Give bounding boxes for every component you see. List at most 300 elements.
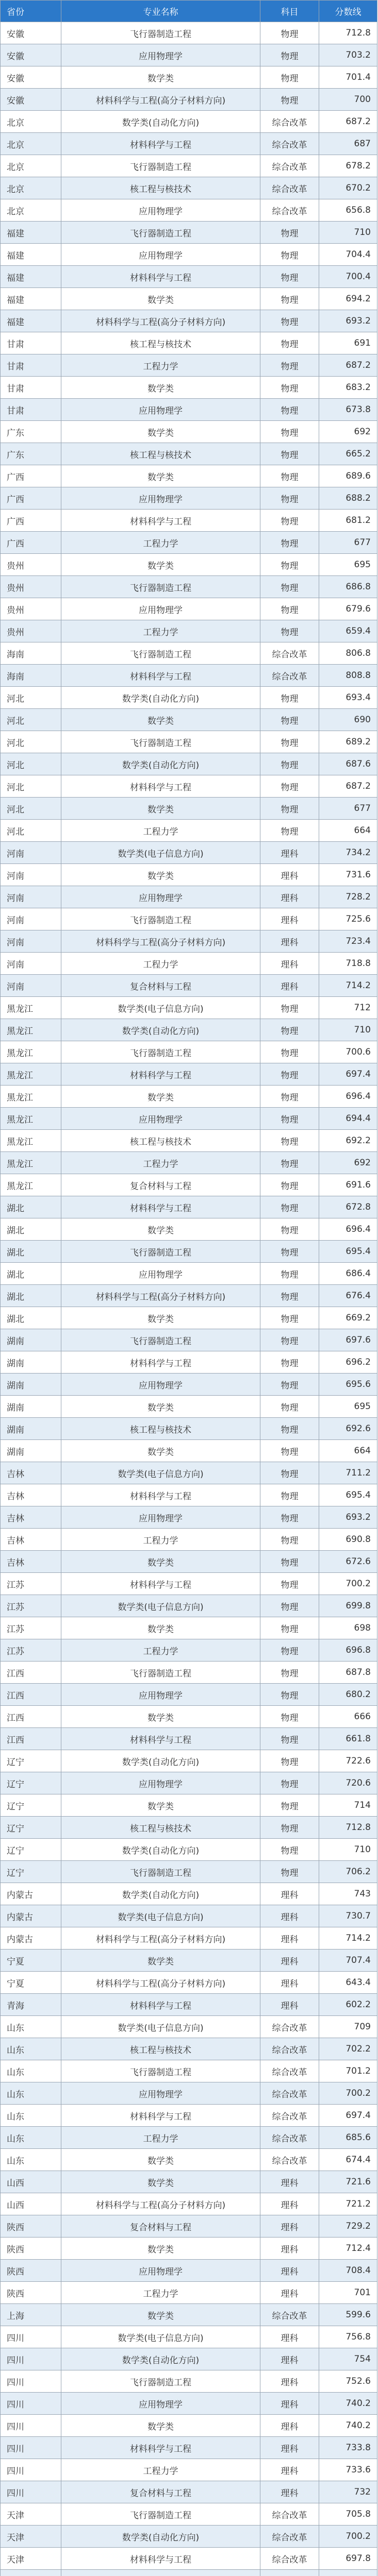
table-row <box>1 1817 377 1839</box>
cell-subject: 物理 <box>260 266 319 288</box>
table-row <box>1 908 377 930</box>
table-row <box>1 775 377 798</box>
cell-score: 718.8 <box>319 953 377 975</box>
cell-major: 材料科学与工程(高分子材料方向) <box>61 1285 260 1307</box>
table-row <box>1 1617 377 1639</box>
cell-province: 江西 <box>1 1684 61 1706</box>
table-row <box>1 975 377 997</box>
cell-province: 黑龙江 <box>1 1108 61 1130</box>
cell-province: 黑龙江 <box>1 997 61 1019</box>
cell-subject: 物理 <box>260 1152 319 1174</box>
cell-subject: 物理 <box>260 1861 319 1883</box>
table-row <box>1 1152 377 1174</box>
cell-score: 697.4 <box>319 1063 377 1086</box>
table-row <box>1 1972 377 1994</box>
cell-province: 安徽 <box>1 44 61 66</box>
cell-score: 656.8 <box>319 199 377 222</box>
cell-province: 黑龙江 <box>1 1041 61 1063</box>
cell-province: 天津 <box>1 2526 61 2548</box>
table-row <box>1 953 377 975</box>
table-row <box>1 1396 377 1418</box>
cell-major: 数学类 <box>61 1551 260 1573</box>
cell-major: 数学类 <box>61 2415 260 2437</box>
table-row <box>1 1927 377 1950</box>
table-row <box>1 753 377 775</box>
cell-major: 材料科学与工程(高分子材料方向) <box>61 1927 260 1950</box>
cell-subject: 物理 <box>260 1041 319 1063</box>
table-row <box>1 1285 377 1307</box>
cell-province: 四川 <box>1 2415 61 2437</box>
cell-subject: 理科 <box>260 886 319 908</box>
cell-score: 701.2 <box>319 2060 377 2082</box>
cell-province: 福建 <box>1 310 61 332</box>
cell-score: 659.4 <box>319 620 377 642</box>
cell-subject: 物理 <box>260 598 319 620</box>
cell-province: 山东 <box>1 2016 61 2038</box>
cell-score: 696.4 <box>319 1218 377 1241</box>
cell-province: 宁夏 <box>1 1972 61 1994</box>
cell-subject: 物理 <box>260 1130 319 1152</box>
cell-subject: 综合改革 <box>260 2038 319 2060</box>
cell-major: 应用物理学 <box>61 598 260 620</box>
table-row <box>1 22 377 44</box>
cell-score: 698 <box>319 1617 377 1639</box>
cell-subject: 物理 <box>260 1506 319 1529</box>
table-row <box>1 1374 377 1396</box>
cell-major: 飞行器制造工程 <box>61 222 260 244</box>
cell-major: 数学类(电子信息方向) <box>61 842 260 864</box>
table-row <box>1 1218 377 1241</box>
cell-score: 670.2 <box>319 177 377 199</box>
cell-score: 691 <box>319 332 377 354</box>
cell-province: 湖南 <box>1 1351 61 1374</box>
cell-major: 材料科学与工程 <box>61 1196 260 1218</box>
cell-major: 核工程与核技术 <box>61 443 260 465</box>
cell-province: 福建 <box>1 288 61 310</box>
cell-score: 700.4 <box>319 266 377 288</box>
cell-major: 核工程与核技术 <box>61 2038 260 2060</box>
table-row <box>1 421 377 443</box>
cell-subject: 物理 <box>260 377 319 399</box>
cell-major: 数学类(电子信息方向) <box>61 997 260 1019</box>
cell-score: 806.8 <box>319 642 377 665</box>
cell-score: 661.8 <box>319 1728 377 1750</box>
table-row <box>1 332 377 354</box>
cell-province: 江西 <box>1 1706 61 1728</box>
cell-subject: 综合改革 <box>260 111 319 133</box>
cell-province: 吉林 <box>1 1462 61 1484</box>
cell-score: 695 <box>319 554 377 576</box>
cell-major: 数学类(自动化方向) <box>61 2526 260 2548</box>
cell-province: 河南 <box>1 930 61 953</box>
cell-province: 辽宁 <box>1 1794 61 1817</box>
cell-major: 数学类(自动化方向) <box>61 687 260 709</box>
cell-score: 687.2 <box>319 775 377 798</box>
cell-subject: 物理 <box>260 576 319 598</box>
cell-major: 应用物理学 <box>61 1263 260 1285</box>
cell-major: 飞行器制造工程 <box>61 576 260 598</box>
table-row <box>1 1041 377 1063</box>
cell-subject: 物理 <box>260 244 319 266</box>
cell-province: 山西 <box>1 2193 61 2215</box>
cell-subject: 理科 <box>260 2215 319 2238</box>
cell-province: 湖南 <box>1 1396 61 1418</box>
table-row <box>1 2526 377 2548</box>
cell-score: 706.2 <box>319 1861 377 1883</box>
table-row <box>1 399 377 421</box>
cell-subject: 物理 <box>260 1285 319 1307</box>
cell-major: 材料科学与工程 <box>61 1063 260 1086</box>
cell-major: 工程力学 <box>61 1152 260 1174</box>
table-row <box>1 2437 377 2459</box>
cell-subject: 物理 <box>260 1307 319 1329</box>
cell-subject: 物理 <box>260 1086 319 1108</box>
cell-major: 数学类 <box>61 377 260 399</box>
cell-subject: 物理 <box>260 288 319 310</box>
table-row <box>1 1196 377 1218</box>
cell-score: 693.2 <box>319 310 377 332</box>
cell-score: 733.8 <box>319 2437 377 2459</box>
cell-province: 江苏 <box>1 1573 61 1595</box>
cell-subject: 物理 <box>260 1706 319 1728</box>
cell-major: 飞行器制造工程 <box>61 1241 260 1263</box>
cell-province: 湖北 <box>1 1241 61 1263</box>
cell-province: 湖南 <box>1 1440 61 1462</box>
cell-major: 飞行器制造工程 <box>61 2370 260 2393</box>
cell-subject: 物理 <box>260 1595 319 1617</box>
cell-major: 数学类 <box>61 2304 260 2326</box>
table-row <box>1 1307 377 1329</box>
cell-major: 工程力学 <box>61 2127 260 2149</box>
cell-subject: 物理 <box>260 1639 319 1662</box>
cell-score: 693.2 <box>319 1506 377 1529</box>
cell-subject: 综合改革 <box>260 665 319 687</box>
table-row <box>1 2171 377 2193</box>
cell-score: 692.6 <box>319 1418 377 1440</box>
table-row <box>1 2127 377 2149</box>
cell-score: 602.2 <box>319 1994 377 2016</box>
cell-major: 数学类 <box>61 554 260 576</box>
cell-subject: 物理 <box>260 731 319 753</box>
cell-score: 699.8 <box>319 1595 377 1617</box>
table-row <box>1 1639 377 1662</box>
cell-subject: 物理 <box>260 532 319 554</box>
cell-subject: 物理 <box>260 443 319 465</box>
table-row <box>1 2415 377 2437</box>
cell-score: 709 <box>319 2016 377 2038</box>
cell-major: 数学类 <box>61 798 260 820</box>
table-row <box>1 89 377 111</box>
cell-score: 754 <box>319 2348 377 2370</box>
cell-major: 核工程与核技术 <box>61 1418 260 1440</box>
cell-subject: 物理 <box>260 222 319 244</box>
cell-major: 工程力学 <box>61 2459 260 2481</box>
cell-subject: 物理 <box>260 1817 319 1839</box>
cell-province: 福建 <box>1 266 61 288</box>
table-row <box>1 1839 377 1861</box>
cell-score: 599.6 <box>319 2304 377 2326</box>
cell-subject: 物理 <box>260 1529 319 1551</box>
cell-score: 679.6 <box>319 598 377 620</box>
cell-province: 河南 <box>1 975 61 997</box>
cell-province: 青海 <box>1 1994 61 2016</box>
cell-province: 上海 <box>1 2304 61 2326</box>
table-row <box>1 1108 377 1130</box>
cell-major: 数学类 <box>61 421 260 443</box>
table-row <box>1 598 377 620</box>
table-row <box>1 1573 377 1595</box>
cell-province: 安徽 <box>1 89 61 111</box>
cell-score: 696.2 <box>319 1351 377 1374</box>
cell-major: 材料科学与工程 <box>61 266 260 288</box>
cell-major: 数学类 <box>61 1440 260 1462</box>
cell-subject: 物理 <box>260 554 319 576</box>
cell-subject: 理科 <box>260 1994 319 2016</box>
table-row <box>1 2149 377 2171</box>
table-row <box>1 1484 377 1506</box>
cell-subject: 物理 <box>260 1218 319 1241</box>
cell-major: 数学类(自动化方向) <box>61 2348 260 2370</box>
cell-score: 664 <box>319 820 377 842</box>
cell-subject: 物理 <box>260 310 319 332</box>
cell-score: 731.6 <box>319 864 377 886</box>
cell-major: 数学类(电子信息方向) <box>61 1905 260 1927</box>
cell-major: 材料科学与工程 <box>61 665 260 687</box>
table-row <box>1 1551 377 1573</box>
cell-major: 飞行器制造工程 <box>61 155 260 177</box>
cell-province: 北京 <box>1 111 61 133</box>
cell-score: 669.2 <box>319 1307 377 1329</box>
cell-major: 材料科学与工程 <box>61 510 260 532</box>
table-row <box>1 2393 377 2415</box>
table-row <box>1 1706 377 1728</box>
cell-major: 数学类 <box>61 465 260 487</box>
cell-major: 数学类(自动化方向) <box>61 1019 260 1041</box>
cell-province: 山西 <box>1 2171 61 2193</box>
cell-score: 643.4 <box>319 1972 377 1994</box>
cell-major: 飞行器制造工程 <box>61 22 260 44</box>
cell-subject: 物理 <box>260 775 319 798</box>
table-row <box>1 510 377 532</box>
cell-subject: 理科 <box>260 1905 319 1927</box>
cell-province: 吉林 <box>1 1484 61 1506</box>
table-row <box>1 288 377 310</box>
cell-province: 河南 <box>1 864 61 886</box>
cell-province: 吉林 <box>1 1551 61 1573</box>
cell-major: 应用物理学 <box>61 1374 260 1396</box>
table-row <box>1 377 377 399</box>
cell-major: 应用物理学 <box>61 44 260 66</box>
cell-subject: 理科 <box>260 2171 319 2193</box>
cell-major: 应用物理学 <box>61 2393 260 2415</box>
cell-major: 应用物理学 <box>61 886 260 908</box>
cell-major: 材料科学与工程 <box>61 1728 260 1750</box>
table-row <box>1 997 377 1019</box>
cell-province: 山东 <box>1 2082 61 2105</box>
cell-subject: 理科 <box>260 842 319 864</box>
cell-province: 甘肃 <box>1 332 61 354</box>
cell-subject: 物理 <box>260 798 319 820</box>
cell-province: 河南 <box>1 953 61 975</box>
cell-subject: 物理 <box>260 709 319 731</box>
cell-province: 广西 <box>1 465 61 487</box>
cell-province: 四川 <box>1 2437 61 2459</box>
cell-score: 676.4 <box>319 1285 377 1307</box>
cell-province: 湖南 <box>1 1329 61 1351</box>
cell-subject: 物理 <box>260 354 319 377</box>
cell-score: 700.2 <box>319 2082 377 2105</box>
cell-score: 692 <box>319 1152 377 1174</box>
table-row <box>1 111 377 133</box>
cell-subject: 物理 <box>260 620 319 642</box>
cell-major: 飞行器制造工程 <box>61 1662 260 1684</box>
cell-major: 飞行器制造工程 <box>61 1861 260 1883</box>
cell-major: 工程力学 <box>61 820 260 842</box>
cell-subject: 综合改革 <box>260 2304 319 2326</box>
cell-score: 695.6 <box>319 1374 377 1396</box>
cell-score: 728.2 <box>319 886 377 908</box>
cell-score: 740.2 <box>319 2415 377 2437</box>
table-row <box>1 2481 377 2503</box>
cell-score: 722.6 <box>319 1750 377 1772</box>
table-row <box>1 642 377 665</box>
cell-province: 河北 <box>1 775 61 798</box>
cell-province: 河南 <box>1 908 61 930</box>
cell-province: 江苏 <box>1 1595 61 1617</box>
cell-score: 697.8 <box>319 2548 377 2570</box>
cell-subject: 物理 <box>260 332 319 354</box>
cell-score: 712.4 <box>319 2238 377 2260</box>
cell-score: 666 <box>319 1706 377 1728</box>
table-row <box>1 1130 377 1152</box>
table-row <box>1 465 377 487</box>
cell-major: 工程力学 <box>61 2282 260 2304</box>
cell-province: 河北 <box>1 687 61 709</box>
table-row <box>1 2570 377 2576</box>
table-row <box>1 2016 377 2038</box>
cell-score: 740.2 <box>319 2393 377 2415</box>
cell-subject: 物理 <box>260 421 319 443</box>
cell-province: 山东 <box>1 2127 61 2149</box>
cell-score: 700.6 <box>319 1041 377 1063</box>
cell-major: 飞行器制造工程 <box>61 731 260 753</box>
cell-major: 数学类 <box>61 1396 260 1418</box>
table-row <box>1 2326 377 2348</box>
cell-score: 686.8 <box>319 576 377 598</box>
cell-major: 材料科学与工程 <box>61 2105 260 2127</box>
cell-score: 693.4 <box>319 687 377 709</box>
cell-province: 辽宁 <box>1 1772 61 1794</box>
cell-major: 核工程与核技术 <box>61 177 260 199</box>
cell-subject: 物理 <box>260 1462 319 1484</box>
cell-major: 材料科学与工程(高分子材料方向) <box>61 930 260 953</box>
table-row <box>1 1883 377 1905</box>
cell-province: 四川 <box>1 2481 61 2503</box>
cell-subject: 理科 <box>260 2393 319 2415</box>
cell-subject: 理科 <box>260 2348 319 2370</box>
cell-province: 贵州 <box>1 554 61 576</box>
table-row <box>1 1019 377 1041</box>
cell-province: 吉林 <box>1 1506 61 1529</box>
cell-score: 721.2 <box>319 2193 377 2215</box>
cell-province: 河南 <box>1 842 61 864</box>
cell-score: 708.4 <box>319 2260 377 2282</box>
table-row <box>1 2459 377 2481</box>
cell-province: 甘肃 <box>1 399 61 421</box>
table-row <box>1 44 377 66</box>
cell-score: 723.4 <box>319 930 377 953</box>
cell-major: 数学类 <box>61 1950 260 1972</box>
cell-score: 732 <box>319 2481 377 2503</box>
table-row <box>1 1086 377 1108</box>
cell-score: 683.2 <box>319 377 377 399</box>
table-row <box>1 1950 377 1972</box>
cell-province: 湖北 <box>1 1218 61 1241</box>
cell-score: 672.6 <box>319 1551 377 1573</box>
table-row <box>1 66 377 89</box>
cell-subject: 物理 <box>260 1750 319 1772</box>
cell-subject: 综合改革 <box>260 642 319 665</box>
cell-score: 710 <box>319 1019 377 1041</box>
cell-province: 河北 <box>1 753 61 775</box>
cell-province: 山东 <box>1 2149 61 2171</box>
cell-subject: 物理 <box>260 399 319 421</box>
table-row <box>1 1861 377 1883</box>
cell-score <box>319 2570 377 2576</box>
cell-score: 705.8 <box>319 2503 377 2526</box>
cell-major: 材料科学与工程 <box>61 1484 260 1506</box>
cell-province: 福建 <box>1 222 61 244</box>
cell-province: 陕西 <box>1 2215 61 2238</box>
cell-province: 四川 <box>1 2326 61 2348</box>
cell-subject: 理科 <box>260 2370 319 2393</box>
table-row <box>1 886 377 908</box>
cell-province: 湖北 <box>1 1307 61 1329</box>
cell-score: 702.2 <box>319 2038 377 2060</box>
cell-major: 数学类(自动化方向) <box>61 1839 260 1861</box>
cell-score: 674.4 <box>319 2149 377 2171</box>
cell-province: 贵州 <box>1 576 61 598</box>
cell-province: 吉林 <box>1 1529 61 1551</box>
cell-score: 687 <box>319 133 377 155</box>
cell-subject: 物理 <box>260 66 319 89</box>
table-row <box>1 1684 377 1706</box>
cell-subject: 理科 <box>260 2415 319 2437</box>
cell-province: 湖南 <box>1 1374 61 1396</box>
cell-subject: 物理 <box>260 1108 319 1130</box>
table-row <box>1 532 377 554</box>
cell-major: 工程力学 <box>61 953 260 975</box>
table-row <box>1 1772 377 1794</box>
cell-score: 714 <box>319 1794 377 1817</box>
cell-major <box>61 2570 260 2576</box>
table-row <box>1 665 377 687</box>
cell-major: 应用物理学 <box>61 1108 260 1130</box>
cell-province: 辽宁 <box>1 1750 61 1772</box>
cell-subject <box>260 2570 319 2576</box>
table-row <box>1 1063 377 1086</box>
cell-subject: 理科 <box>260 1927 319 1950</box>
table-row <box>1 244 377 266</box>
cell-province: 北京 <box>1 199 61 222</box>
cell-province: 湖南 <box>1 1418 61 1440</box>
cell-major: 复合材料与工程 <box>61 2481 260 2503</box>
cell-major: 材料科学与工程(高分子材料方向) <box>61 2193 260 2215</box>
cell-subject: 物理 <box>260 1440 319 1462</box>
table-row <box>1 2215 377 2238</box>
cell-province: 安徽 <box>1 22 61 44</box>
cell-major: 工程力学 <box>61 1639 260 1662</box>
